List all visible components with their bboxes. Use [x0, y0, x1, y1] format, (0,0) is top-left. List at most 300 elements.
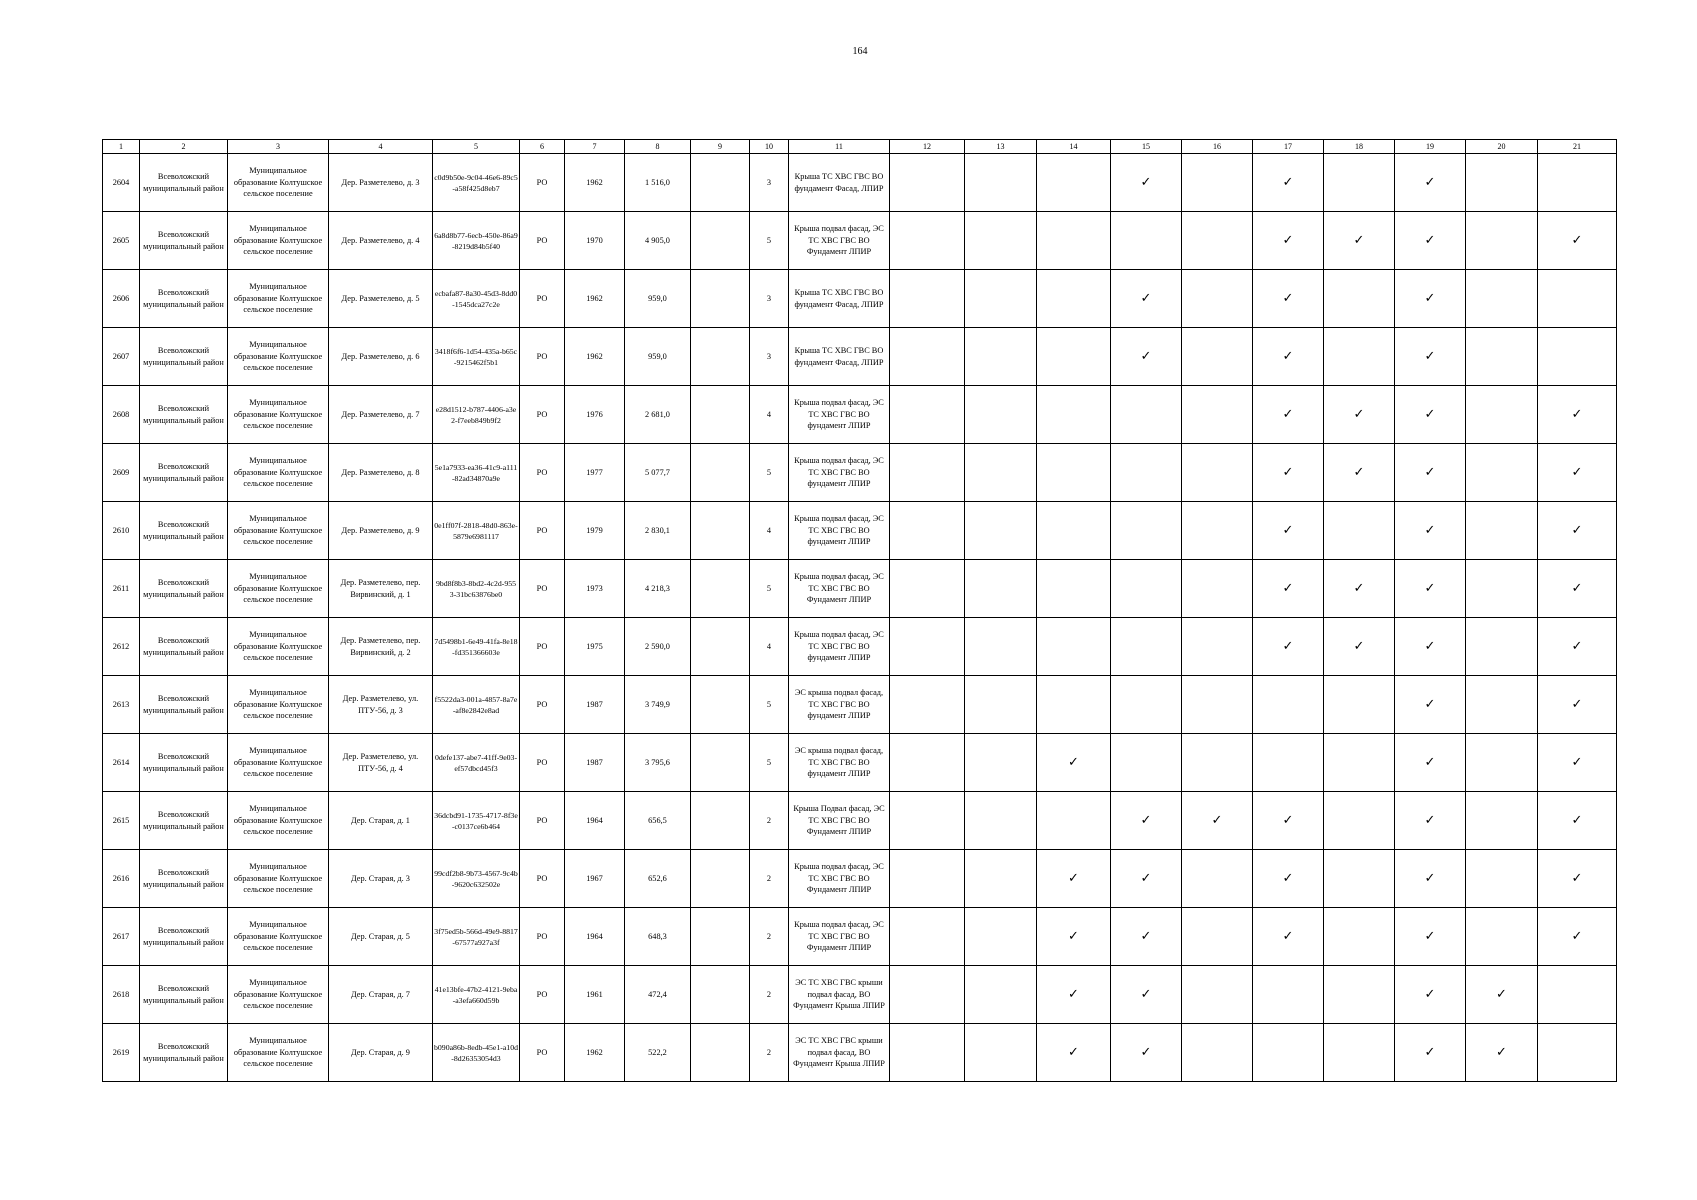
area-cell: 652,6 [625, 850, 691, 908]
col10-cell: 4 [750, 618, 789, 676]
check-mark-icon: ✓ [1395, 328, 1466, 386]
table-row [103, 560, 1617, 618]
column-header-14: 14 [1037, 140, 1111, 154]
column-header-15: 15 [1111, 140, 1182, 154]
type-cell: РО [520, 1024, 565, 1082]
col9-cell [691, 502, 750, 560]
col16-cell [1182, 502, 1253, 560]
col12-cell [890, 966, 965, 1024]
area-cell: 472,4 [625, 966, 691, 1024]
col18-cell [1324, 154, 1395, 212]
district-cell: Всеволожский муниципальный район [140, 734, 228, 792]
district-cell: Всеволожский муниципальный район [140, 212, 228, 270]
table-row [103, 792, 1617, 850]
check-mark-icon: ✓ [1111, 1024, 1182, 1082]
area-cell: 2 590,0 [625, 618, 691, 676]
col13-cell [965, 502, 1037, 560]
col20-cell [1466, 386, 1538, 444]
district-cell: Всеволожский муниципальный район [140, 676, 228, 734]
col13-cell [965, 1024, 1037, 1082]
col13-cell [965, 386, 1037, 444]
works-cell: ЭС крыша подвал фасад, ТС ХВС ГВС ВО фундамент ЛПИР [789, 734, 890, 792]
settlement-cell: Муниципальное образование Колтушское сельское поселение [228, 734, 329, 792]
uid-cell: e28d1512-b787-4406-a3e2-f7eeb849b9f2 [433, 386, 520, 444]
col10-cell: 2 [750, 792, 789, 850]
type-cell: РО [520, 270, 565, 328]
check-mark-icon: ✓ [1253, 792, 1324, 850]
check-mark-icon: ✓ [1395, 908, 1466, 966]
col15-cell [1111, 386, 1182, 444]
type-cell: РО [520, 618, 565, 676]
col16-cell [1182, 966, 1253, 1024]
row-number-cell: 2616 [103, 850, 140, 908]
area-cell: 522,2 [625, 1024, 691, 1082]
col9-cell [691, 792, 750, 850]
column-header-11: 11 [789, 140, 890, 154]
col10-cell: 4 [750, 386, 789, 444]
address-cell: Дер. Разметелево, ул. ПТУ-56, д. 4 [329, 734, 433, 792]
col21-cell [1538, 328, 1617, 386]
check-mark-icon: ✓ [1395, 386, 1466, 444]
check-mark-icon: ✓ [1538, 792, 1617, 850]
check-mark-icon: ✓ [1324, 560, 1395, 618]
check-mark-icon: ✓ [1324, 386, 1395, 444]
col12-cell [890, 154, 965, 212]
type-cell: РО [520, 328, 565, 386]
col16-cell [1182, 386, 1253, 444]
column-header-20: 20 [1466, 140, 1538, 154]
year-cell: 1964 [565, 908, 625, 966]
col18-cell [1324, 270, 1395, 328]
check-mark-icon: ✓ [1324, 444, 1395, 502]
district-cell: Всеволожский муниципальный район [140, 966, 228, 1024]
district-cell: Всеволожский муниципальный район [140, 154, 228, 212]
settlement-cell: Муниципальное образование Колтушское сельское поселение [228, 270, 329, 328]
col10-cell: 2 [750, 966, 789, 1024]
check-mark-icon: ✓ [1538, 444, 1617, 502]
type-cell: РО [520, 734, 565, 792]
check-mark-icon: ✓ [1253, 328, 1324, 386]
col13-cell [965, 270, 1037, 328]
col16-cell [1182, 908, 1253, 966]
check-mark-icon: ✓ [1253, 560, 1324, 618]
uid-cell: 0defe137-abe7-41ff-9e03-ef57dbcd45f3 [433, 734, 520, 792]
col10-cell: 3 [750, 154, 789, 212]
col17-cell [1253, 734, 1324, 792]
address-cell: Дер. Старая, д. 3 [329, 850, 433, 908]
col20-cell [1466, 908, 1538, 966]
address-cell: Дер. Старая, д. 9 [329, 1024, 433, 1082]
uid-cell: 7d5498b1-6e49-41fa-8e18-fd351366603e [433, 618, 520, 676]
column-header-21: 21 [1538, 140, 1617, 154]
year-cell: 1979 [565, 502, 625, 560]
uid-cell: 99cdf2b8-9b73-4567-9c4b-9620c632502e [433, 850, 520, 908]
col14-cell [1037, 618, 1111, 676]
address-cell: Дер. Разметелево, пер. Вирвинский, д. 1 [329, 560, 433, 618]
area-cell: 959,0 [625, 270, 691, 328]
check-mark-icon: ✓ [1466, 966, 1538, 1024]
column-header-12: 12 [890, 140, 965, 154]
check-mark-icon: ✓ [1538, 502, 1617, 560]
col9-cell [691, 908, 750, 966]
check-mark-icon: ✓ [1253, 212, 1324, 270]
address-cell: Дер. Разметелево, ул. ПТУ-56, д. 3 [329, 676, 433, 734]
uid-cell: f5522da3-001a-4857-8a7e-af8e2842e8ad [433, 676, 520, 734]
housing-registry-table [102, 139, 1617, 1082]
works-cell: Крыша ТС ХВС ГВС ВО фундамент Фасад, ЛПИР [789, 270, 890, 328]
type-cell: РО [520, 386, 565, 444]
col20-cell [1466, 676, 1538, 734]
address-cell: Дер. Разметелево, д. 7 [329, 386, 433, 444]
column-header-3: 3 [228, 140, 329, 154]
settlement-cell: Муниципальное образование Колтушское сельское поселение [228, 1024, 329, 1082]
col12-cell [890, 676, 965, 734]
district-cell: Всеволожский муниципальный район [140, 328, 228, 386]
col12-cell [890, 212, 965, 270]
col15-cell [1111, 560, 1182, 618]
check-mark-icon: ✓ [1253, 502, 1324, 560]
col9-cell [691, 386, 750, 444]
col20-cell [1466, 850, 1538, 908]
address-cell: Дер. Старая, д. 5 [329, 908, 433, 966]
year-cell: 1964 [565, 792, 625, 850]
check-mark-icon: ✓ [1037, 908, 1111, 966]
col14-cell [1037, 270, 1111, 328]
check-mark-icon: ✓ [1111, 328, 1182, 386]
works-cell: Крыша Подвал фасад, ЭС ТС ХВС ГВС ВО Фундамент ЛПИР [789, 792, 890, 850]
col14-cell [1037, 792, 1111, 850]
area-cell: 959,0 [625, 328, 691, 386]
col10-cell: 2 [750, 850, 789, 908]
works-cell: Крыша подвал фасад, ЭС ТС ХВС ГВС ВО Фундамент ЛПИР [789, 560, 890, 618]
settlement-cell: Муниципальное образование Колтушское сельское поселение [228, 154, 329, 212]
table-row [103, 154, 1617, 212]
check-mark-icon: ✓ [1538, 676, 1617, 734]
area-cell: 4 905,0 [625, 212, 691, 270]
check-mark-icon: ✓ [1395, 502, 1466, 560]
works-cell: Крыша подвал фасад, ЭС ТС ХВС ГВС ВО Фундамент ЛПИР [789, 850, 890, 908]
area-cell: 3 795,6 [625, 734, 691, 792]
row-number-cell: 2613 [103, 676, 140, 734]
check-mark-icon: ✓ [1111, 270, 1182, 328]
area-cell: 5 077,7 [625, 444, 691, 502]
check-mark-icon: ✓ [1253, 270, 1324, 328]
uid-cell: c0d9b50e-9c04-46e6-89c5-a58f425d8eb7 [433, 154, 520, 212]
check-mark-icon: ✓ [1395, 966, 1466, 1024]
type-cell: РО [520, 212, 565, 270]
type-cell: РО [520, 154, 565, 212]
column-header-13: 13 [965, 140, 1037, 154]
row-number-cell: 2612 [103, 618, 140, 676]
col14-cell [1037, 676, 1111, 734]
row-number-cell: 2607 [103, 328, 140, 386]
col18-cell [1324, 502, 1395, 560]
address-cell: Дер. Разметелево, д. 3 [329, 154, 433, 212]
works-cell: Крыша ТС ХВС ГВС ВО фундамент Фасад, ЛПИР [789, 328, 890, 386]
check-mark-icon: ✓ [1253, 444, 1324, 502]
col9-cell [691, 270, 750, 328]
col21-cell [1538, 966, 1617, 1024]
area-cell: 4 218,3 [625, 560, 691, 618]
col13-cell [965, 154, 1037, 212]
works-cell: ЭС ТС ХВС ГВС крыши подвал фасад, ВО Фундамент Крыша ЛПИР [789, 966, 890, 1024]
works-cell: Крыша подвал фасад, ЭС ТС ХВС ГВС ВО фундамент ЛПИР [789, 502, 890, 560]
row-number-cell: 2608 [103, 386, 140, 444]
col16-cell [1182, 560, 1253, 618]
check-mark-icon: ✓ [1111, 966, 1182, 1024]
area-cell: 656,5 [625, 792, 691, 850]
table-row [103, 502, 1617, 560]
col12-cell [890, 618, 965, 676]
col14-cell [1037, 212, 1111, 270]
col20-cell [1466, 792, 1538, 850]
year-cell: 1973 [565, 560, 625, 618]
check-mark-icon: ✓ [1538, 908, 1617, 966]
col17-cell [1253, 966, 1324, 1024]
col10-cell: 2 [750, 1024, 789, 1082]
address-cell: Дер. Разметелево, д. 5 [329, 270, 433, 328]
check-mark-icon: ✓ [1395, 154, 1466, 212]
col9-cell [691, 618, 750, 676]
year-cell: 1967 [565, 850, 625, 908]
col20-cell [1466, 212, 1538, 270]
col13-cell [965, 850, 1037, 908]
table-row [103, 618, 1617, 676]
col12-cell [890, 850, 965, 908]
check-mark-icon: ✓ [1538, 850, 1617, 908]
check-mark-icon: ✓ [1395, 270, 1466, 328]
type-cell: РО [520, 966, 565, 1024]
uid-cell: 3418f6f6-1d54-435a-b65c-9215462f5b1 [433, 328, 520, 386]
check-mark-icon: ✓ [1037, 734, 1111, 792]
col13-cell [965, 618, 1037, 676]
col9-cell [691, 212, 750, 270]
col10-cell: 2 [750, 908, 789, 966]
works-cell: Крыша подвал фасад, ЭС ТС ХВС ГВС ВО Фундамент ЛПИР [789, 908, 890, 966]
year-cell: 1961 [565, 966, 625, 1024]
column-header-6: 6 [520, 140, 565, 154]
col9-cell [691, 328, 750, 386]
year-cell: 1987 [565, 676, 625, 734]
settlement-cell: Муниципальное образование Колтушское сельское поселение [228, 386, 329, 444]
uid-cell: 3f75ed5b-566d-49e9-8817-67577a927a3f [433, 908, 520, 966]
col20-cell [1466, 328, 1538, 386]
col12-cell [890, 908, 965, 966]
check-mark-icon: ✓ [1395, 444, 1466, 502]
col16-cell [1182, 618, 1253, 676]
col21-cell [1538, 270, 1617, 328]
uid-cell: 5e1a7933-ea36-41c9-a111-82ad34870a9e [433, 444, 520, 502]
column-header-4: 4 [329, 140, 433, 154]
col14-cell [1037, 386, 1111, 444]
year-cell: 1962 [565, 154, 625, 212]
col15-cell [1111, 444, 1182, 502]
address-cell: Дер. Разметелево, д. 6 [329, 328, 433, 386]
col9-cell [691, 734, 750, 792]
table-body [103, 154, 1617, 1082]
works-cell: Крыша подвал фасад, ЭС ТС ХВС ГВС ВО фундамент ЛПИР [789, 444, 890, 502]
row-number-cell: 2606 [103, 270, 140, 328]
col10-cell: 5 [750, 676, 789, 734]
check-mark-icon: ✓ [1395, 1024, 1466, 1082]
district-cell: Всеволожский муниципальный район [140, 560, 228, 618]
row-number-cell: 2610 [103, 502, 140, 560]
type-cell: РО [520, 502, 565, 560]
district-cell: Всеволожский муниципальный район [140, 792, 228, 850]
check-mark-icon: ✓ [1538, 386, 1617, 444]
address-cell: Дер. Старая, д. 1 [329, 792, 433, 850]
col21-cell [1538, 154, 1617, 212]
settlement-cell: Муниципальное образование Колтушское сельское поселение [228, 618, 329, 676]
table-row [103, 328, 1617, 386]
row-number-cell: 2609 [103, 444, 140, 502]
col14-cell [1037, 560, 1111, 618]
col10-cell: 3 [750, 328, 789, 386]
col13-cell [965, 734, 1037, 792]
col9-cell [691, 1024, 750, 1082]
column-header-2: 2 [140, 140, 228, 154]
col12-cell [890, 734, 965, 792]
col12-cell [890, 270, 965, 328]
area-cell: 3 749,9 [625, 676, 691, 734]
uid-cell: b090a86b-8edb-45e1-a10d-8d26353054d3 [433, 1024, 520, 1082]
area-cell: 648,3 [625, 908, 691, 966]
settlement-cell: Муниципальное образование Колтушское сельское поселение [228, 212, 329, 270]
address-cell: Дер. Разметелево, д. 8 [329, 444, 433, 502]
col14-cell [1037, 154, 1111, 212]
col10-cell: 5 [750, 212, 789, 270]
year-cell: 1962 [565, 1024, 625, 1082]
col9-cell [691, 966, 750, 1024]
page-number: 164 [852, 46, 868, 57]
year-cell: 1975 [565, 618, 625, 676]
district-cell: Всеволожский муниципальный район [140, 908, 228, 966]
col15-cell [1111, 734, 1182, 792]
col20-cell [1466, 502, 1538, 560]
column-header-5: 5 [433, 140, 520, 154]
settlement-cell: Муниципальное образование Колтушское сельское поселение [228, 908, 329, 966]
check-mark-icon: ✓ [1395, 618, 1466, 676]
area-cell: 1 516,0 [625, 154, 691, 212]
col12-cell [890, 560, 965, 618]
col13-cell [965, 444, 1037, 502]
row-number-cell: 2619 [103, 1024, 140, 1082]
check-mark-icon: ✓ [1253, 154, 1324, 212]
col9-cell [691, 676, 750, 734]
col14-cell [1037, 502, 1111, 560]
address-cell: Дер. Разметелево, д. 9 [329, 502, 433, 560]
table-row [103, 966, 1617, 1024]
check-mark-icon: ✓ [1037, 1024, 1111, 1082]
settlement-cell: Муниципальное образование Колтушское сельское поселение [228, 444, 329, 502]
works-cell: Крыша подвал фасад, ЭС ТС ХВС ГВС ВО Фундамент ЛПИР [789, 212, 890, 270]
check-mark-icon: ✓ [1111, 154, 1182, 212]
row-number-cell: 2618 [103, 966, 140, 1024]
col12-cell [890, 328, 965, 386]
column-header-8: 8 [625, 140, 691, 154]
table-row [103, 386, 1617, 444]
check-mark-icon: ✓ [1253, 618, 1324, 676]
uid-cell: 36dcbd91-1735-4717-8f3e-c0137ce6b464 [433, 792, 520, 850]
col16-cell [1182, 734, 1253, 792]
col13-cell [965, 966, 1037, 1024]
check-mark-icon: ✓ [1253, 908, 1324, 966]
col13-cell [965, 792, 1037, 850]
district-cell: Всеволожский муниципальный район [140, 270, 228, 328]
column-header-19: 19 [1395, 140, 1466, 154]
table-row [103, 1024, 1617, 1082]
col13-cell [965, 560, 1037, 618]
type-cell: РО [520, 560, 565, 618]
col16-cell [1182, 270, 1253, 328]
col9-cell [691, 444, 750, 502]
settlement-cell: Муниципальное образование Колтушское сельское поселение [228, 966, 329, 1024]
table-row [103, 850, 1617, 908]
year-cell: 1962 [565, 270, 625, 328]
district-cell: Всеволожский муниципальный район [140, 618, 228, 676]
district-cell: Всеволожский муниципальный район [140, 386, 228, 444]
check-mark-icon: ✓ [1111, 792, 1182, 850]
col15-cell [1111, 676, 1182, 734]
table-row [103, 676, 1617, 734]
check-mark-icon: ✓ [1111, 850, 1182, 908]
district-cell: Всеволожский муниципальный район [140, 502, 228, 560]
col17-cell [1253, 1024, 1324, 1082]
col9-cell [691, 154, 750, 212]
col10-cell: 5 [750, 734, 789, 792]
col17-cell [1253, 676, 1324, 734]
col13-cell [965, 212, 1037, 270]
col20-cell [1466, 560, 1538, 618]
settlement-cell: Муниципальное образование Колтушское сельское поселение [228, 560, 329, 618]
settlement-cell: Муниципальное образование Колтушское сельское поселение [228, 850, 329, 908]
column-header-18: 18 [1324, 140, 1395, 154]
district-cell: Всеволожский муниципальный район [140, 850, 228, 908]
col9-cell [691, 560, 750, 618]
works-cell: ЭС ТС ХВС ГВС крыши подвал фасад, ВО Фундамент Крыша ЛПИР [789, 1024, 890, 1082]
check-mark-icon: ✓ [1538, 734, 1617, 792]
uid-cell: ecbafa87-8a30-45d3-8dd0-1545dca27c2e [433, 270, 520, 328]
settlement-cell: Муниципальное образование Колтушское сельское поселение [228, 328, 329, 386]
row-number-cell: 2604 [103, 154, 140, 212]
type-cell: РО [520, 850, 565, 908]
col13-cell [965, 908, 1037, 966]
check-mark-icon: ✓ [1538, 212, 1617, 270]
column-header-16: 16 [1182, 140, 1253, 154]
col18-cell [1324, 908, 1395, 966]
check-mark-icon: ✓ [1538, 560, 1617, 618]
col16-cell [1182, 154, 1253, 212]
col20-cell [1466, 734, 1538, 792]
col15-cell [1111, 618, 1182, 676]
check-mark-icon: ✓ [1466, 1024, 1538, 1082]
column-header-1: 1 [103, 140, 140, 154]
district-cell: Всеволожский муниципальный район [140, 1024, 228, 1082]
type-cell: РО [520, 908, 565, 966]
col18-cell [1324, 792, 1395, 850]
col16-cell [1182, 676, 1253, 734]
col18-cell [1324, 734, 1395, 792]
year-cell: 1962 [565, 328, 625, 386]
col10-cell: 4 [750, 502, 789, 560]
check-mark-icon: ✓ [1395, 734, 1466, 792]
column-number-header-row [103, 140, 1617, 154]
col14-cell [1037, 444, 1111, 502]
year-cell: 1977 [565, 444, 625, 502]
area-cell: 2 830,1 [625, 502, 691, 560]
table-row [103, 444, 1617, 502]
col12-cell [890, 386, 965, 444]
